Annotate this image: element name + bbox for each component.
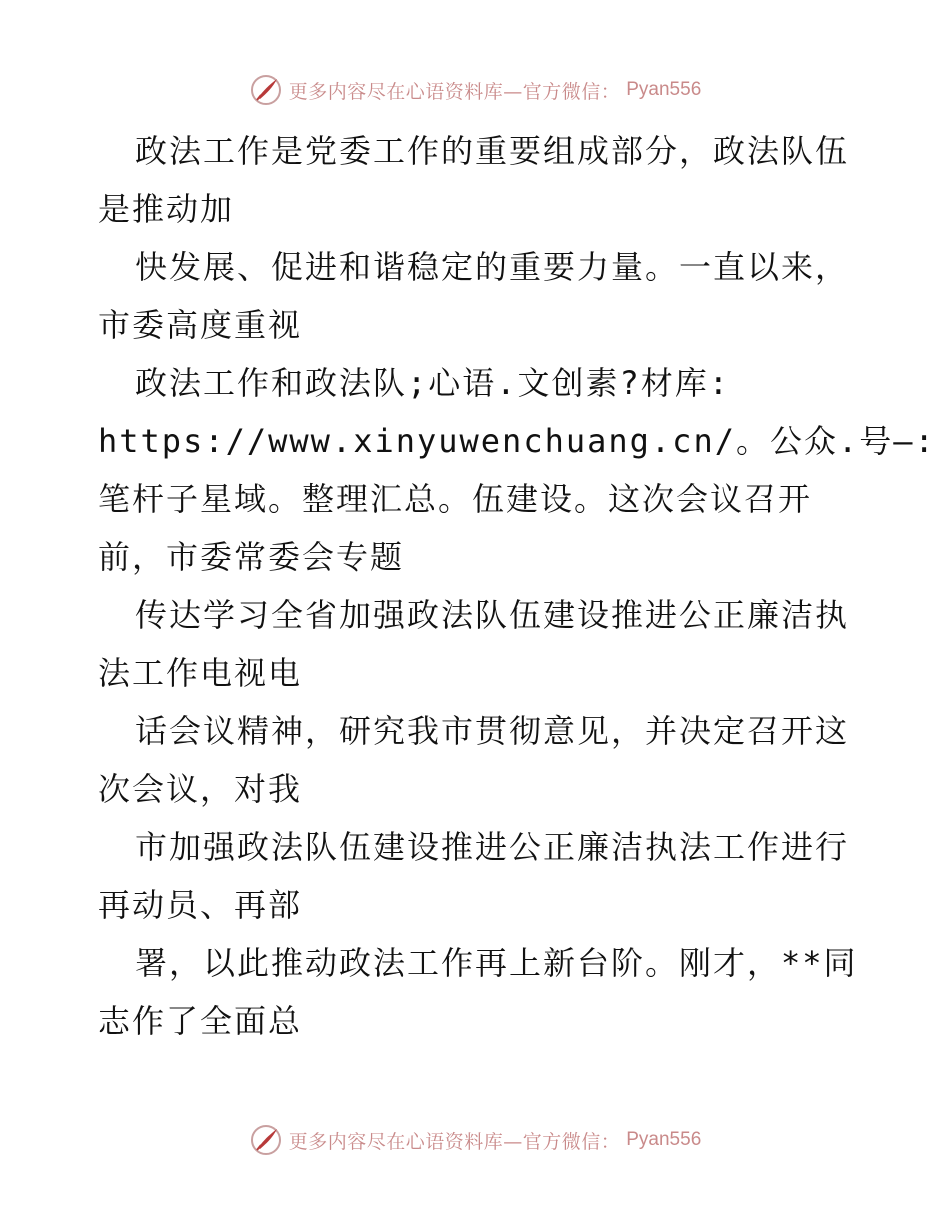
footer-banner [0, 1120, 950, 1160]
document-body [98, 122, 936, 1050]
text-line: 次会议，对我 [98, 770, 303, 808]
text-line: 快发展、促进和谐稳定的重要力量。一直以来， [135, 248, 850, 286]
footer-banner-text: 更多内容尽在心语资料库—官方微信： [288, 1130, 621, 1153]
footer-banner-id: Pyan556 [626, 1129, 702, 1150]
text-line: 法工作电视电 [98, 654, 303, 692]
text-line: 市加强政法队伍建设推进公正廉洁执法工作进行 [135, 828, 850, 866]
text-line: 传达学习全省加强政法队伍建设推进公正廉洁执 [135, 596, 850, 634]
header-banner-id: Pyan556 [626, 79, 702, 100]
header-banner [0, 70, 950, 110]
text-line: 是推动加 [98, 190, 235, 228]
quill-logo-icon [249, 1123, 283, 1157]
header-banner-text: 更多内容尽在心语资料库—官方微信： [288, 80, 621, 103]
text-line: 话会议精神，研究我市贯彻意见，并决定召开这 [135, 712, 850, 750]
text-line: 市委高度重视 [98, 306, 303, 344]
text-line: 笔杆子星域。整理汇总。伍建设。这次会议召开 [98, 480, 813, 518]
text-line: 政法工作是党委工作的重要组成部分，政法队伍 [135, 132, 850, 170]
text-line: https://www.xinyuwenchuang.cn/。公众.号—: [98, 422, 936, 460]
text-line: 志作了全面总 [98, 1002, 303, 1040]
text-line: 署，以此推动政法工作再上新台阶。刚才，**同 [135, 944, 858, 982]
text-line: 前，市委常委会专题 [98, 538, 405, 576]
text-line: 再动员、再部 [98, 886, 303, 924]
quill-logo-icon [249, 73, 283, 107]
text-line: 政法工作和政法队;心语.文创素?材库: [135, 364, 731, 402]
